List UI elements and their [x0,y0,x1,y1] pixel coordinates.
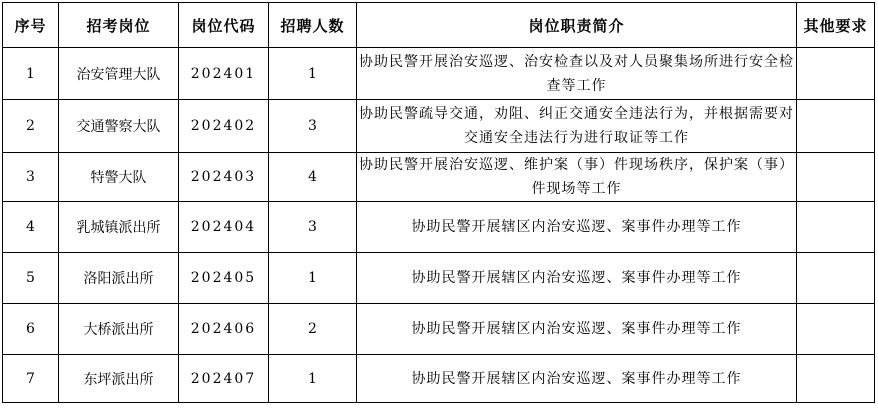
cell-code: 202406 [179,304,269,355]
cell-duty: 协助民警开展治安巡逻、维护案（事）件现场秩序，保护案（事）件现场等工作 [357,153,797,202]
header-duty: 岗位职责简介 [357,3,797,48]
table-row [3,48,875,100]
cell-code: 202405 [179,253,269,304]
cell-count: 4 [269,153,357,202]
cell-seq: 7 [3,355,59,403]
table-row [3,304,875,355]
table-row [3,153,875,202]
cell-seq: 5 [3,253,59,304]
cell-code: 202407 [179,355,269,403]
cell-seq: 1 [3,48,59,100]
header-row [3,3,875,48]
table-row [3,355,875,403]
cell-position: 乳城镇派出所 [59,202,179,253]
cell-other [797,48,875,100]
cell-seq: 6 [3,304,59,355]
recruitment-table [2,2,875,403]
cell-position: 东坪派出所 [59,355,179,403]
cell-code: 202401 [179,48,269,100]
cell-duty: 协助民警疏导交通，劝阻、纠正交通安全违法行为，并根据需要对交通安全违法行为进行取证等工作 [357,100,797,153]
table-row [3,100,875,153]
cell-other [797,304,875,355]
cell-duty: 协助民警开展辖区内治安巡逻、案事件办理等工作 [357,355,797,403]
cell-duty: 协助民警开展辖区内治安巡逻、案事件办理等工作 [357,253,797,304]
table-row [3,253,875,304]
header-seq: 序号 [3,3,59,48]
cell-position: 交通警察大队 [59,100,179,153]
cell-count: 1 [269,48,357,100]
cell-position: 大桥派出所 [59,304,179,355]
cell-other [797,253,875,304]
cell-position: 洛阳派出所 [59,253,179,304]
table-row [3,202,875,253]
cell-count: 1 [269,253,357,304]
cell-duty: 协助民警开展治安巡逻、治安检查以及对人员聚集场所进行安全检查等工作 [357,48,797,100]
cell-code: 202402 [179,100,269,153]
cell-seq: 2 [3,100,59,153]
cell-other [797,202,875,253]
cell-other [797,153,875,202]
header-position: 招考岗位 [59,3,179,48]
cell-position: 特警大队 [59,153,179,202]
cell-duty: 协助民警开展辖区内治安巡逻、案事件办理等工作 [357,202,797,253]
header-code: 岗位代码 [179,3,269,48]
cell-code: 202404 [179,202,269,253]
cell-other [797,100,875,153]
cell-seq: 4 [3,202,59,253]
cell-code: 202403 [179,153,269,202]
header-count: 招聘人数 [269,3,357,48]
cell-duty: 协助民警开展辖区内治安巡逻、案事件办理等工作 [357,304,797,355]
cell-count: 3 [269,100,357,153]
cell-seq: 3 [3,153,59,202]
cell-count: 3 [269,202,357,253]
cell-other [797,355,875,403]
cell-count: 2 [269,304,357,355]
header-other: 其他要求 [797,3,875,48]
cell-count: 1 [269,355,357,403]
cell-position: 治安管理大队 [59,48,179,100]
